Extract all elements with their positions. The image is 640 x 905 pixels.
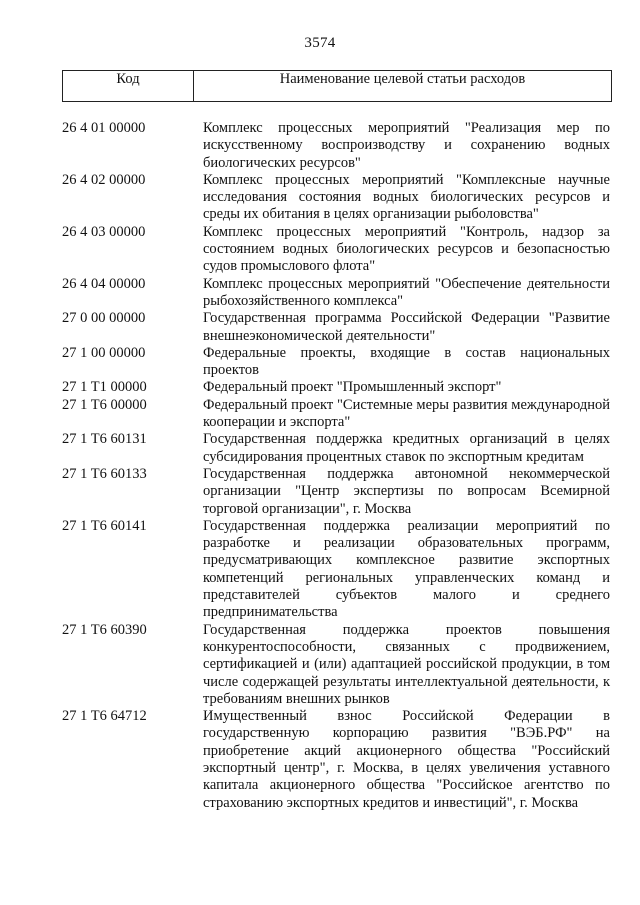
row-code: 26 4 04 00000 bbox=[62, 275, 146, 292]
table-row bbox=[62, 172, 610, 224]
table-row bbox=[62, 397, 610, 432]
row-description: Государственная программа Российской Федерации "Развитие внешнеэкономической деятельности" bbox=[203, 310, 610, 344]
row-code: 27 0 00 00000 bbox=[62, 310, 146, 327]
row-description: Комплекс процессных мероприятий "Комплексные научные исследования состояния водных биологических ресурсов и среды их обитания в целях организации рыболовства" bbox=[203, 171, 610, 223]
row-code: 26 4 03 00000 bbox=[62, 223, 146, 240]
table-row bbox=[62, 518, 610, 622]
row-description: Комплекс процессных мероприятий "Обеспечение деятельности рыбохозяйственного комплекса" bbox=[203, 275, 610, 309]
row-description: Имущественный взнос Российской Федерации в государственную корпорацию развития "ВЭБ.РФ" на приобретение акций акционерного общества "Российский экспортный центр", г. Москва, в целях увеличения уставного капитала акционерного общества "Российское агентство по страхованию экспортных кредитов и инвестиций", г. Москва bbox=[203, 708, 610, 811]
table-row bbox=[62, 224, 610, 276]
row-description: Комплекс процессных мероприятий "Контроль, надзор за состоянием водных биологических ресурсов и безопасностью судов промыслового флота" bbox=[203, 223, 610, 275]
table-row bbox=[62, 379, 610, 396]
row-code: 27 1 T6 60133 bbox=[62, 465, 147, 482]
row-code: 27 1 T6 60131 bbox=[62, 431, 147, 448]
table-row bbox=[62, 276, 610, 311]
table-row bbox=[62, 345, 610, 380]
table-row bbox=[62, 120, 610, 172]
table-row bbox=[62, 708, 610, 812]
header-code-label: Код bbox=[63, 71, 194, 101]
table-row bbox=[62, 466, 610, 518]
row-description: Федеральные проекты, входящие в состав национальных проектов bbox=[203, 344, 610, 379]
row-description: Комплекс процессных мероприятий "Реализация мер по искусственному воспроизводству и сохранению водных биологических ресурсов" bbox=[203, 120, 610, 171]
row-description: Государственная поддержка реализации мероприятий по разработке и реализации образовательных программ, предусматривающих комплексное развитие экспортных компетенций региональных управленческих команд и представителей субъектов малого и среднего предпринимательства bbox=[203, 517, 610, 621]
row-code: 27 1 T6 00000 bbox=[62, 396, 147, 413]
table-row bbox=[62, 431, 610, 466]
row-description: Государственная поддержка кредитных организаций в целях субсидирования процентных ставок по экспортным кредитам bbox=[203, 431, 610, 465]
row-code: 27 1 T6 60390 bbox=[62, 621, 147, 638]
page-number: 3574 bbox=[304, 35, 336, 51]
table-body bbox=[62, 120, 610, 812]
table-header bbox=[62, 70, 612, 102]
row-code: 26 4 01 00000 bbox=[62, 120, 146, 136]
row-description: Федеральный проект "Промышленный экспорт" bbox=[203, 379, 502, 396]
table-row bbox=[62, 622, 610, 708]
row-description: Государственная поддержка автономной некоммерческой организации "Центр экспертизы по вопросам Всемирной торговой организации", г. Москва bbox=[203, 465, 610, 517]
header-name-label: Наименование целевой статьи расходов bbox=[279, 71, 526, 87]
row-code: 27 1 00 00000 bbox=[62, 344, 146, 361]
row-description: Государственная поддержка проектов повышения конкурентоспособности, связанных с продвижением, сертификацией и (или) адаптацией российской продукции, в том числе содержащей результаты интеллектуальной деятельности, к требованиям внешних рынков bbox=[203, 621, 610, 707]
row-code: 27 1 T6 60141 bbox=[62, 517, 147, 534]
row-code: 27 1 T6 64712 bbox=[62, 708, 147, 725]
row-code: 27 1 T1 00000 bbox=[62, 379, 147, 396]
row-code: 26 4 02 00000 bbox=[62, 171, 146, 188]
row-description: Федеральный проект "Системные меры развития международной кооперации и экспорта" bbox=[203, 396, 610, 431]
table-row bbox=[62, 310, 610, 345]
